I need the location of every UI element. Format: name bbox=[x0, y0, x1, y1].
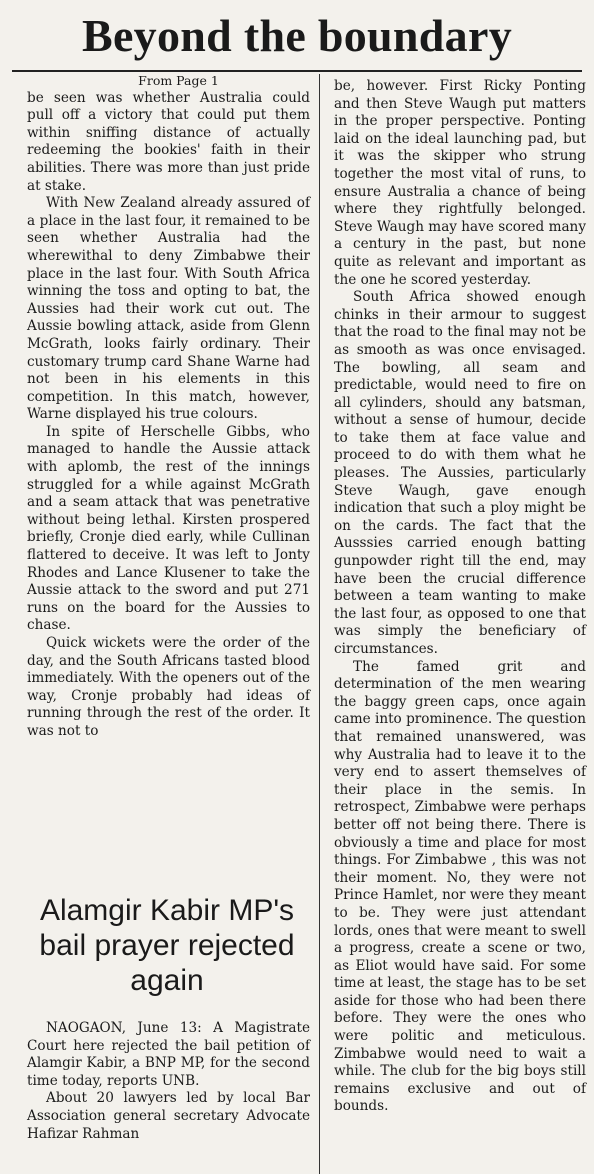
continued-from-label: From Page 1 bbox=[138, 73, 219, 88]
paragraph: Quick wickets were the order of the day, and the South Africans tasted blood immediately. With the openers out of the way, Cronje probably had ideas of running through the rest of the order. It was not to bbox=[27, 635, 310, 739]
second-story-headline: Alamgir Kabir MP's bail prayer rejected again bbox=[39, 894, 295, 997]
paragraph: In spite of Herschelle Gibbs, who managed to handle the Aussie attack with aplomb, the rest of the innings struggled for a while against McGrath and a seam attack that was penetrative without being lethal. Kirsten prospered briefly, Cronje died early, while Cullinan flattered to deceive. It was left to Jonty Rhodes and Lance Klusener to take the Aussie attack to the sword and put 271 runs on the board for the Aussies to chase. bbox=[27, 423, 310, 634]
article-column-right bbox=[334, 78, 586, 1116]
paragraph: With New Zealand already assured of a place in the last four, it remained to be seen whether Australia had the wherewithal to deny Zimbabwe their place in the last four. With South Africa winning the toss and opting to bat, the Aussies had their work cut out. The Aussie bowling attack, aside from Glenn McGrath, looks fairly ordinary. Their customary trump card Shane Warne had not been in his elements in this competition. In this match, however, Warne displayed his true colours. bbox=[27, 195, 310, 423]
paragraph: be, however. First Ricky Ponting and then Steve Waugh put matters in the proper perspective. Ponting laid on the ideal launching pad, but it was the skipper who strung together the most vital of runs, to ensure Australia a chance of being where they rightfully belonged. Steve Waugh may have scored many a century in the past, but none quite as relevant and important as the one he scored yesterday. bbox=[334, 78, 586, 288]
paragraph: be seen was whether Australia could pull off a victory that could put them within sniffing distance of actually redeeming the bookies' faith in their abilities. There was more than just pride at stake. bbox=[27, 89, 310, 194]
article-column-left bbox=[27, 72, 310, 741]
column-divider bbox=[319, 74, 320, 1174]
second-story-column bbox=[27, 1020, 310, 1143]
article-headline: Beyond the boundary bbox=[81, 10, 513, 61]
paragraph: About 20 lawyers led by local Bar Association general secretary Advocate Hafizar Rahman bbox=[27, 1090, 310, 1142]
paragraph: NAOGAON, June 13: A Magistrate Court here rejected the bail petition of Alamgir Kabir, a BNP MP, for the second time today, reports UNB. bbox=[27, 1020, 310, 1089]
paragraph: South Africa showed enough chinks in their armour to suggest that the road to the final may not be as smooth as was once envisaged. The bowling, all seam and predictable, would need to fire on all cylinders, should any batsman, without a sense of humour, decide to take them at face value and proceed to do with them what he pleases. The Aussies, particularly Steve Waugh, gave enough indication that such a ploy might be on the cards. The fact that the Ausssies carried enough batting gunpowder right till the end, may have been the crucial difference between a team wanting to make the last four, as opposed to one that was simply the beneficiary of circumstances. bbox=[334, 289, 586, 657]
paragraph: The famed grit and determination of the men wearing the baggy green caps, once again came into prominence. The question that remained unanswered, was why Australia had to leave it to the very end to assert themselves of their place in the semis. In retrospect, Zimbabwe were perhaps better off not being there. There is obviously a time and place for most things. For Zimbabwe , this was not their moment. No, they were not Prince Hamlet, nor were they meant to be. They were just attendant lords, ones that were meant to swell a progress, create a scene or two, as Eliot would have said. For some time at least, the stage has to be set aside for those who had been there before. They were the ones who were politic and meticulous. Zimbabwe would need to wait a while. The club for the big boys still remains exclusive and out of bounds. bbox=[334, 658, 586, 1115]
